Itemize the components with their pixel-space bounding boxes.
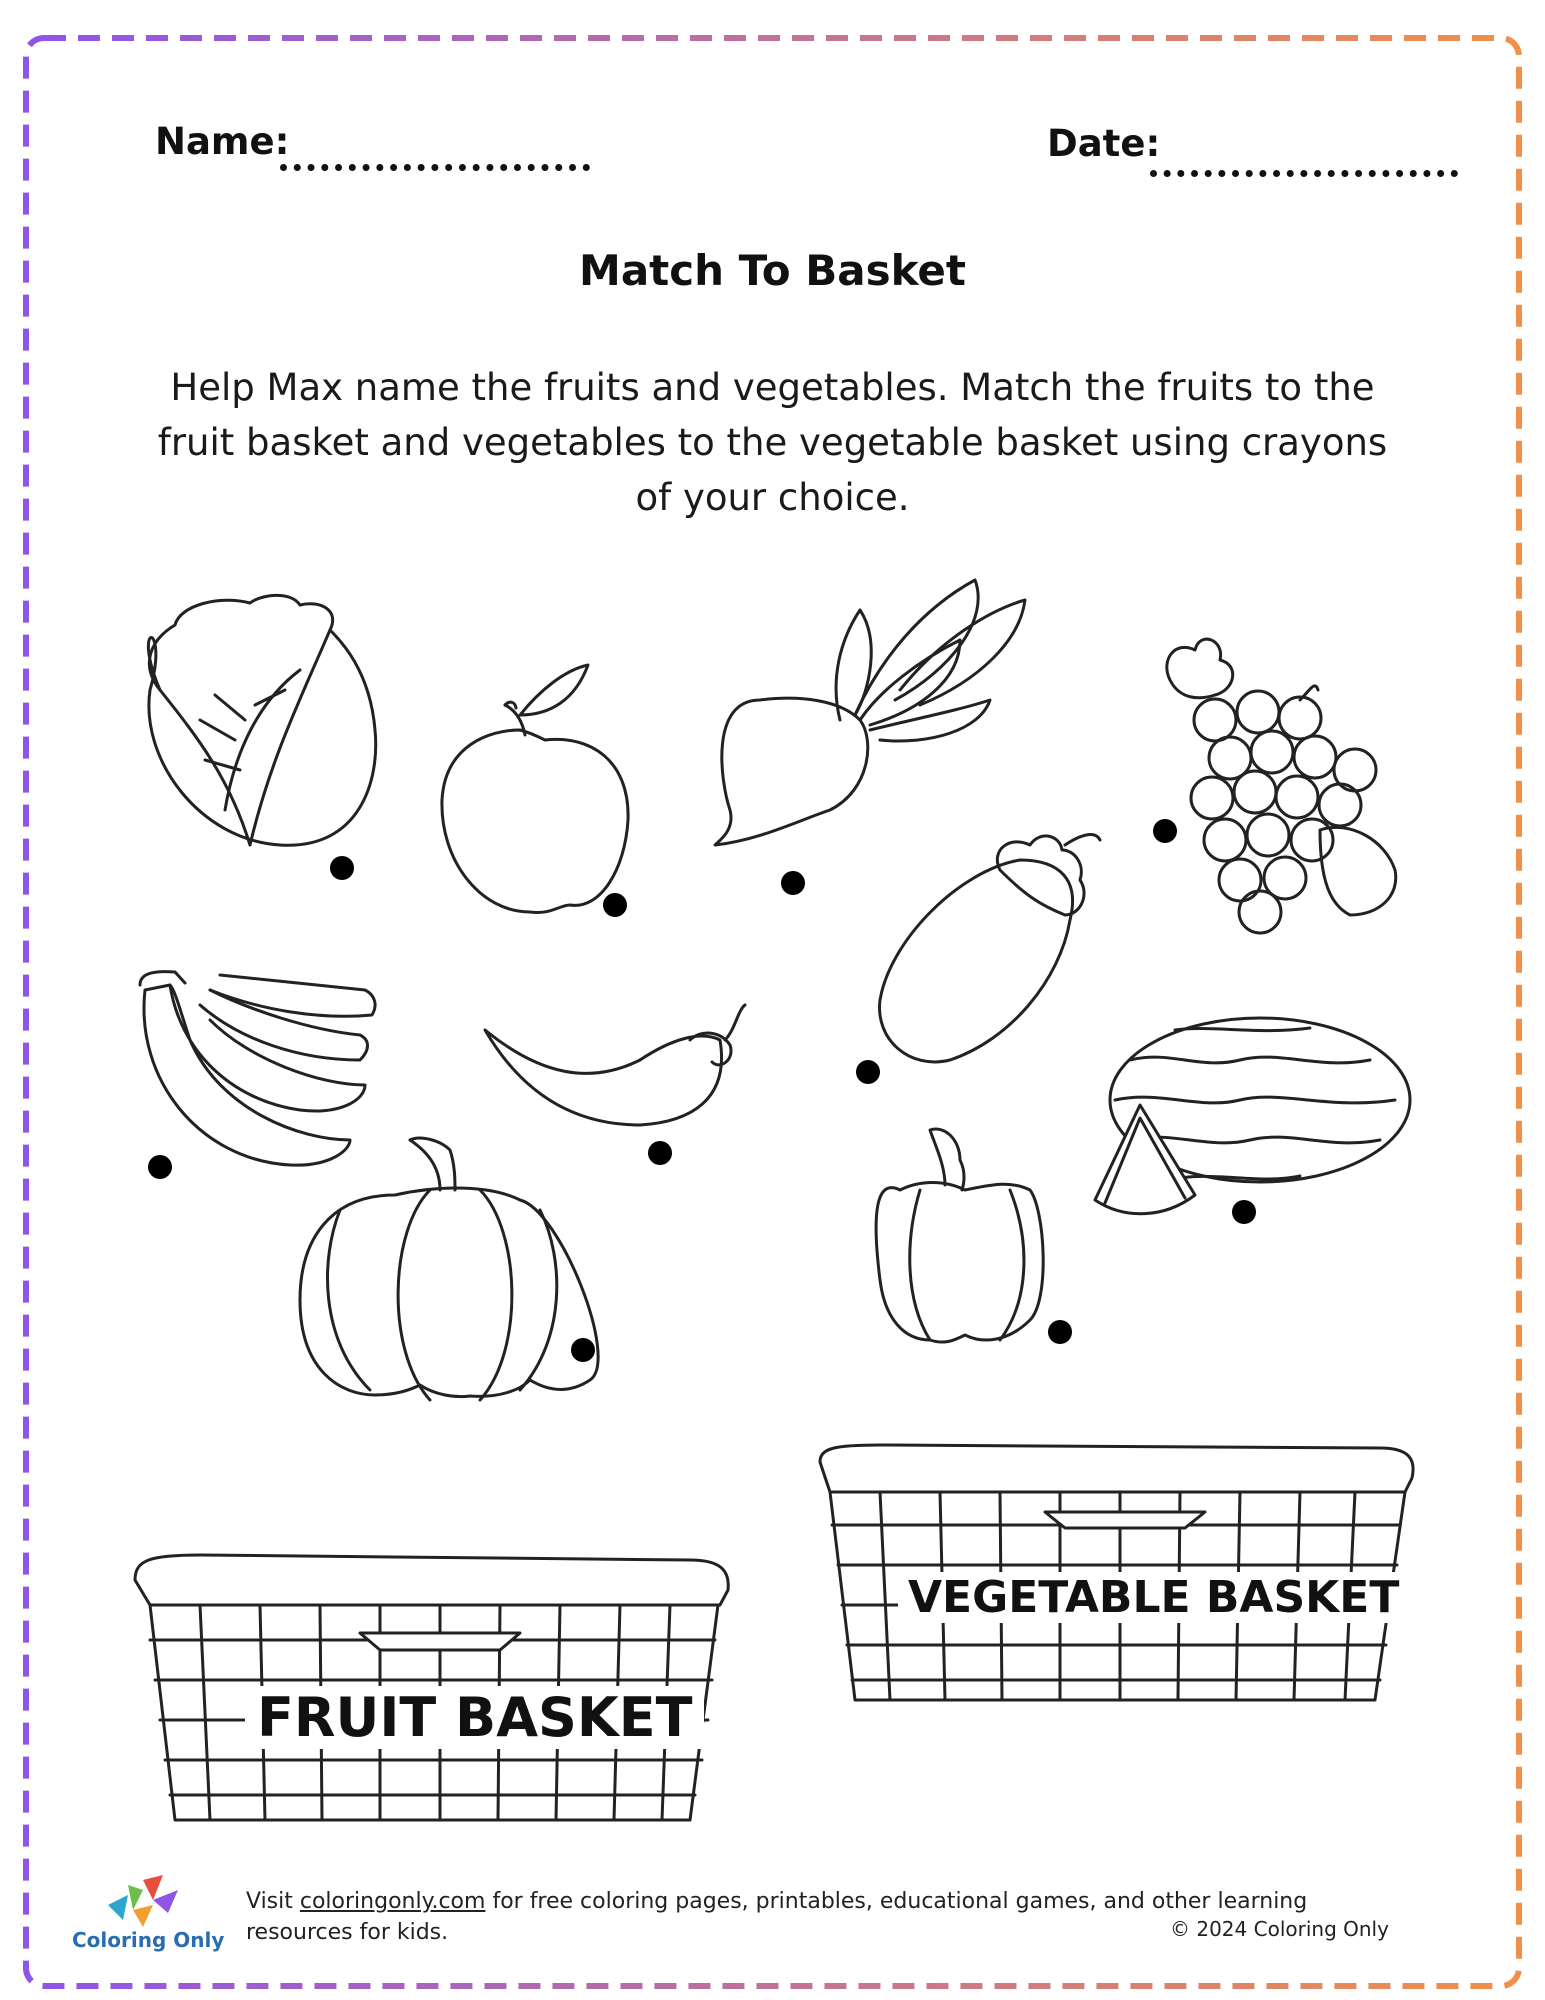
apple-icon [442,665,628,913]
chili-dot[interactable] [648,1141,672,1165]
chili-icon [485,1005,745,1125]
bell-pepper-dot[interactable] [1048,1320,1072,1344]
fruit-basket-label: FRUIT BASKET [245,1686,704,1749]
vegetable-basket-label: VEGETABLE BASKET [898,1572,1409,1623]
beetroot-dot[interactable] [781,871,805,895]
coloring-only-logo-icon [98,1865,193,1935]
beetroot-icon [715,580,1025,845]
date-label: Date: [1047,122,1161,165]
pumpkin-dot[interactable] [571,1338,595,1362]
watermelon-icon [1095,1018,1410,1214]
banana-icon [140,972,375,1166]
pumpkin-icon [300,1138,598,1400]
logo-text: Coloring Only [72,1928,225,1952]
grapes-dot[interactable] [1153,819,1177,843]
apple-dot[interactable] [603,893,627,917]
worksheet-instructions: Help Max name the fruits and vegetables. Match the fruits to the fruit basket and vegetables to the vegetable basket using crayons of your choice. [157,366,1388,519]
banana-dot[interactable] [148,1155,172,1179]
eggplant-dot[interactable] [856,1060,880,1084]
cabbage-icon [148,595,375,845]
grapes-icon [1167,639,1396,933]
eggplant-icon [880,835,1100,1062]
footer-suffix: for free coloring pages, printables, educational games, and other learning resources for kids. [246,1889,1308,1945]
bell-pepper-icon [876,1129,1043,1342]
name-label: Name: [155,120,290,163]
watermelon-dot[interactable] [1232,1200,1256,1224]
cabbage-dot[interactable] [330,856,354,880]
copyright: © 2024 Coloring Only [1170,1917,1389,1941]
footer-link[interactable]: coloringonly.com [299,1889,486,1914]
worksheet-title: Match To Basket [579,246,966,295]
footer-prefix: Visit [246,1889,300,1914]
